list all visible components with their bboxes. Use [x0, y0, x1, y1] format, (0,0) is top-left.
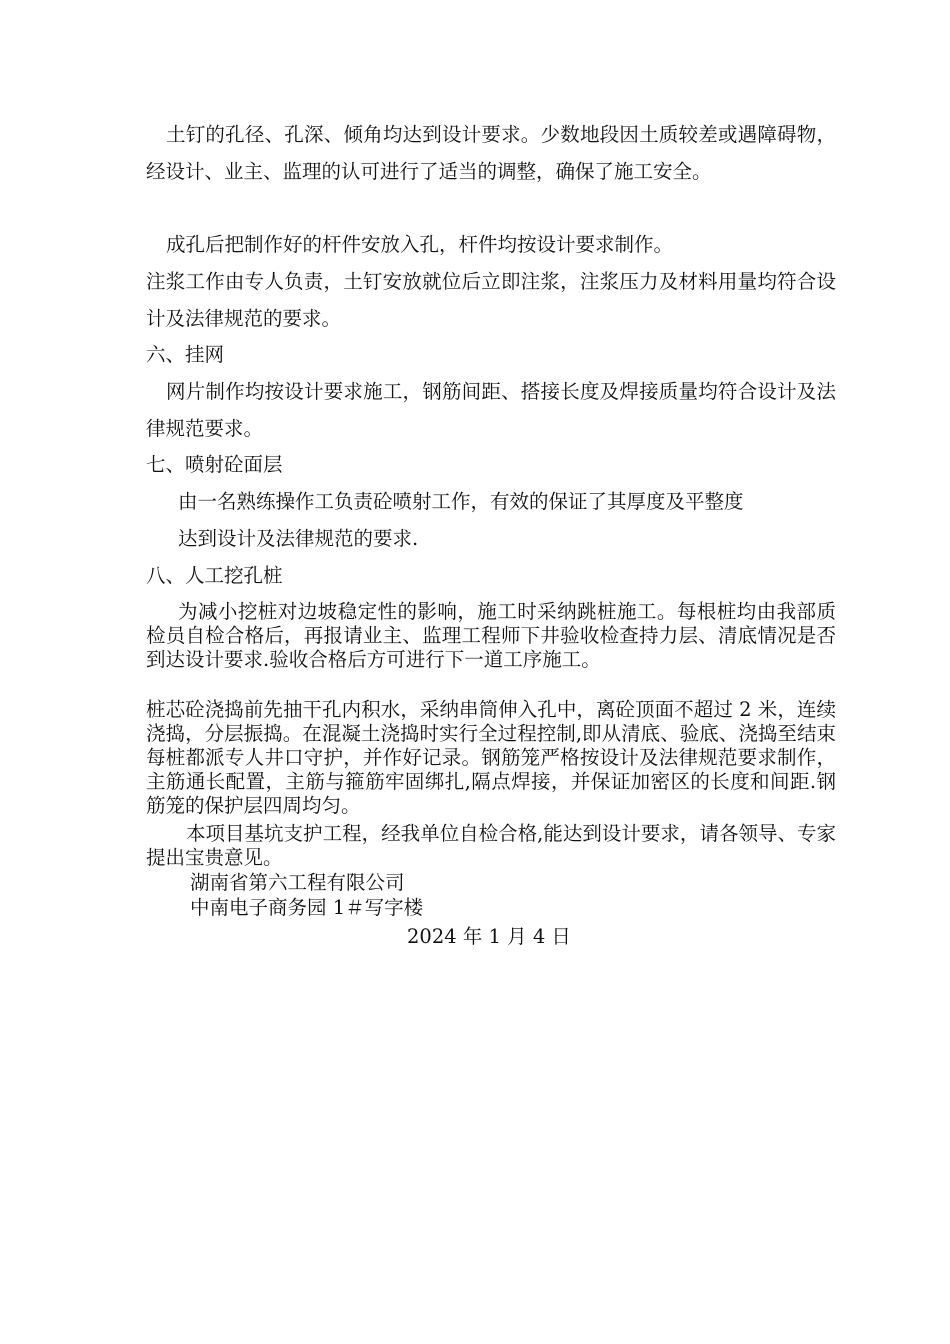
paragraph-pile-concrete — [146, 698, 836, 818]
paragraph-soil-nail — [146, 117, 836, 190]
signature-company-text: 湖南省第六工程有限公司 — [190, 871, 405, 894]
section-heading-7 — [146, 447, 836, 484]
paragraph-mesh — [146, 374, 836, 447]
signature-project-text: 中南电子商务园 1＃写字楼 — [190, 896, 424, 919]
paragraph-shotcrete-line-1 — [178, 484, 838, 521]
paragraph-pile-concrete-text: 桩芯砼浇捣前先抽干孔内积水，采纳串筒伸入孔中，离砼顶面不超过 2 米，连续浇捣，分层振捣。在混凝土浇捣时实行全过程控制,即从清底、验底、浇捣至结束每桩都派专人井口守护，并作好记录。钢筋笼严格按设计及法律规范要求制作，主筋通长配置，主筋与箍筋牢固绑扎,隔点焊接，并保证加密区的长度和间距.钢筋笼的保护层四周均匀。 — [146, 698, 836, 817]
section-heading-7-text: 七、喷射砼面层 — [146, 453, 283, 476]
section-heading-6-text: 六、挂网 — [146, 343, 225, 366]
section-heading-8 — [146, 558, 836, 595]
paragraph-pile-excavation — [146, 600, 836, 672]
signature-company — [190, 871, 690, 895]
paragraph-conclusion-text: 本项目基坑支护工程，经我单位自检合格,能达到设计要求，请各领导、专家提出宝贵意见。 — [146, 822, 836, 869]
paragraph-shotcrete-line-1-text: 由一名熟练操作工负责砼喷射工作，有效的保证了其厚度及平整度 — [178, 490, 744, 513]
paragraph-grouting-text: 注浆工作由专人负责，土钉安放就位后立即注浆，注浆压力及材料用量均符合设计及法律规范的要求。 — [146, 270, 836, 330]
signature-date — [407, 925, 707, 949]
paragraph-soil-nail-text: 土钉的孔径、孔深、倾角均达到设计要求。少数地段因土质较差或遇障碍物，经设计、业主、监理的认可进行了适当的调整，确保了施工安全。 — [146, 123, 836, 183]
paragraph-grouting — [146, 264, 836, 337]
paragraph-insertion-text: 成孔后把制作好的杆件安放入孔，杆件均按设计要求制作。 — [166, 233, 674, 256]
signature-date-text: 2024 年 1 月 4 日 — [407, 925, 571, 948]
paragraph-mesh-text: 网片制作均按设计要求施工，钢筋间距、搭接长度及焊接质量均符合设计及法律规范要求。 — [146, 380, 836, 440]
section-heading-6 — [146, 337, 836, 374]
section-heading-8-text: 八、人工挖孔桩 — [146, 564, 283, 587]
paragraph-shotcrete-line-2 — [178, 521, 838, 558]
signature-project — [190, 896, 690, 920]
paragraph-pile-excavation-text: 为减小挖桩对边坡稳定性的影响，施工时采纳跳桩施工。每根桩均由我部质检员自检合格后，再报请业主、监理工程师下井验收检查持力层、清底情况是否到达设计要求.验收合格后方可进行下一道工序施工。 — [146, 600, 836, 671]
paragraph-insertion — [146, 227, 836, 264]
paragraph-conclusion — [146, 822, 836, 870]
paragraph-shotcrete-line-2-text: 达到设计及法律规范的要求. — [178, 527, 419, 550]
